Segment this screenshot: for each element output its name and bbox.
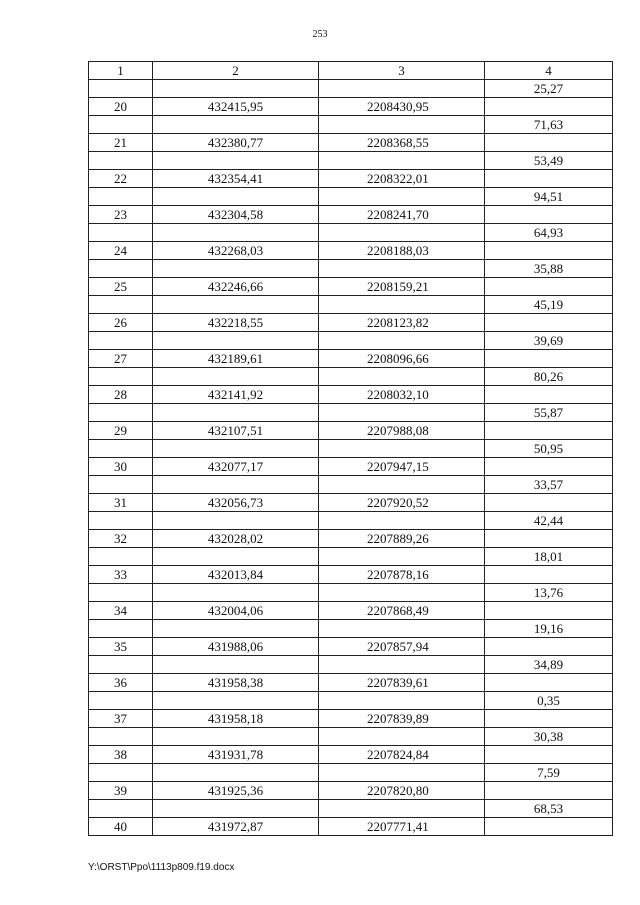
- empty-cell: [485, 782, 613, 800]
- empty-cell: [153, 764, 319, 782]
- empty-cell: [319, 548, 485, 566]
- point-row: [89, 386, 613, 404]
- empty-cell: [89, 116, 153, 134]
- empty-cell: [89, 332, 153, 350]
- empty-cell: [319, 476, 485, 494]
- empty-cell: [153, 188, 319, 206]
- empty-cell: [319, 656, 485, 674]
- empty-cell: [319, 584, 485, 602]
- distance-row: [89, 764, 613, 782]
- empty-cell: [485, 494, 613, 512]
- point-number-cell: 33: [89, 566, 153, 584]
- distance-row: [89, 800, 613, 818]
- distance-cell: 42,44: [485, 512, 613, 530]
- point-row: [89, 98, 613, 116]
- point-row: [89, 782, 613, 800]
- x-coordinate-cell: 432304,58: [153, 206, 319, 224]
- y-coordinate-cell: 2208368,55: [319, 134, 485, 152]
- distance-cell: 68,53: [485, 800, 613, 818]
- empty-cell: [319, 152, 485, 170]
- distance-cell: 64,93: [485, 224, 613, 242]
- distance-cell: 25,27: [485, 80, 613, 98]
- empty-cell: [153, 512, 319, 530]
- point-number-cell: 36: [89, 674, 153, 692]
- x-coordinate-cell: 432028,02: [153, 530, 319, 548]
- empty-cell: [319, 512, 485, 530]
- distance-cell: 0,35: [485, 692, 613, 710]
- y-coordinate-cell: 2207920,52: [319, 494, 485, 512]
- empty-cell: [319, 764, 485, 782]
- distance-row: [89, 512, 613, 530]
- point-row: [89, 206, 613, 224]
- distance-row: [89, 332, 613, 350]
- distance-cell: 18,01: [485, 548, 613, 566]
- empty-cell: [153, 224, 319, 242]
- y-coordinate-cell: 2208123,82: [319, 314, 485, 332]
- distance-cell: 80,26: [485, 368, 613, 386]
- y-coordinate-cell: 2207839,89: [319, 710, 485, 728]
- point-row: [89, 746, 613, 764]
- coordinates-table: [88, 61, 613, 836]
- empty-cell: [319, 368, 485, 386]
- empty-cell: [89, 800, 153, 818]
- point-row: [89, 530, 613, 548]
- table-header-row: [89, 62, 613, 80]
- distance-cell: 39,69: [485, 332, 613, 350]
- distance-cell: 94,51: [485, 188, 613, 206]
- point-row: [89, 710, 613, 728]
- distance-row: [89, 260, 613, 278]
- empty-cell: [485, 566, 613, 584]
- distance-row: [89, 296, 613, 314]
- y-coordinate-cell: 2207988,08: [319, 422, 485, 440]
- distance-row: [89, 188, 613, 206]
- column-header-3: 3: [319, 62, 485, 80]
- distance-cell: 33,57: [485, 476, 613, 494]
- empty-cell: [485, 746, 613, 764]
- empty-cell: [89, 548, 153, 566]
- y-coordinate-cell: 2207878,16: [319, 566, 485, 584]
- distance-row: [89, 620, 613, 638]
- x-coordinate-cell: 431958,18: [153, 710, 319, 728]
- distance-row: [89, 548, 613, 566]
- y-coordinate-cell: 2208159,21: [319, 278, 485, 296]
- empty-cell: [89, 188, 153, 206]
- y-coordinate-cell: 2208430,95: [319, 98, 485, 116]
- x-coordinate-cell: 432077,17: [153, 458, 319, 476]
- x-coordinate-cell: 432189,61: [153, 350, 319, 368]
- distance-cell: 19,16: [485, 620, 613, 638]
- x-coordinate-cell: 432380,77: [153, 134, 319, 152]
- distance-row: [89, 476, 613, 494]
- page-number: 253: [312, 29, 328, 40]
- empty-cell: [485, 530, 613, 548]
- y-coordinate-cell: 2207820,80: [319, 782, 485, 800]
- point-number-cell: 20: [89, 98, 153, 116]
- point-row: [89, 494, 613, 512]
- point-number-cell: 40: [89, 818, 153, 836]
- y-coordinate-cell: 2208322,01: [319, 170, 485, 188]
- empty-cell: [319, 188, 485, 206]
- point-number-cell: 26: [89, 314, 153, 332]
- empty-cell: [319, 80, 485, 98]
- x-coordinate-cell: 432107,51: [153, 422, 319, 440]
- distance-cell: 34,89: [485, 656, 613, 674]
- point-number-cell: 38: [89, 746, 153, 764]
- point-number-cell: 27: [89, 350, 153, 368]
- distance-cell: 55,87: [485, 404, 613, 422]
- empty-cell: [485, 386, 613, 404]
- point-number-cell: 39: [89, 782, 153, 800]
- y-coordinate-cell: 2207771,41: [319, 818, 485, 836]
- distance-row: [89, 584, 613, 602]
- distance-row: [89, 368, 613, 386]
- y-coordinate-cell: 2208032,10: [319, 386, 485, 404]
- distance-cell: 53,49: [485, 152, 613, 170]
- empty-cell: [319, 620, 485, 638]
- empty-cell: [89, 152, 153, 170]
- x-coordinate-cell: 432013,84: [153, 566, 319, 584]
- y-coordinate-cell: 2207889,26: [319, 530, 485, 548]
- empty-cell: [485, 818, 613, 836]
- point-number-cell: 29: [89, 422, 153, 440]
- empty-cell: [319, 116, 485, 134]
- point-row: [89, 818, 613, 836]
- empty-cell: [153, 152, 319, 170]
- distance-cell: 7,59: [485, 764, 613, 782]
- empty-cell: [89, 692, 153, 710]
- empty-cell: [319, 332, 485, 350]
- x-coordinate-cell: 432004,06: [153, 602, 319, 620]
- y-coordinate-cell: 2207868,49: [319, 602, 485, 620]
- distance-row: [89, 116, 613, 134]
- point-number-cell: 23: [89, 206, 153, 224]
- empty-cell: [153, 332, 319, 350]
- empty-cell: [89, 404, 153, 422]
- distance-cell: 30,38: [485, 728, 613, 746]
- empty-cell: [319, 404, 485, 422]
- y-coordinate-cell: 2208096,66: [319, 350, 485, 368]
- point-row: [89, 458, 613, 476]
- point-number-cell: 31: [89, 494, 153, 512]
- point-number-cell: 35: [89, 638, 153, 656]
- column-header-2: 2: [153, 62, 319, 80]
- empty-cell: [89, 620, 153, 638]
- distance-cell: 35,88: [485, 260, 613, 278]
- empty-cell: [319, 440, 485, 458]
- x-coordinate-cell: 431925,36: [153, 782, 319, 800]
- point-row: [89, 278, 613, 296]
- y-coordinate-cell: 2207839,61: [319, 674, 485, 692]
- column-header-4: 4: [485, 62, 613, 80]
- empty-cell: [153, 368, 319, 386]
- point-number-cell: 37: [89, 710, 153, 728]
- empty-cell: [89, 224, 153, 242]
- x-coordinate-cell: 431931,78: [153, 746, 319, 764]
- x-coordinate-cell: 431972,87: [153, 818, 319, 836]
- empty-cell: [485, 638, 613, 656]
- empty-cell: [485, 134, 613, 152]
- empty-cell: [153, 440, 319, 458]
- empty-cell: [319, 728, 485, 746]
- point-row: [89, 134, 613, 152]
- empty-cell: [485, 674, 613, 692]
- distance-row: [89, 692, 613, 710]
- x-coordinate-cell: 432218,55: [153, 314, 319, 332]
- distance-row: [89, 152, 613, 170]
- point-number-cell: 21: [89, 134, 153, 152]
- empty-cell: [89, 656, 153, 674]
- distance-row: [89, 404, 613, 422]
- empty-cell: [153, 620, 319, 638]
- distance-cell: 50,95: [485, 440, 613, 458]
- empty-cell: [89, 512, 153, 530]
- y-coordinate-cell: 2207857,94: [319, 638, 485, 656]
- empty-cell: [153, 296, 319, 314]
- x-coordinate-cell: 432415,95: [153, 98, 319, 116]
- x-coordinate-cell: 432354,41: [153, 170, 319, 188]
- y-coordinate-cell: 2208188,03: [319, 242, 485, 260]
- point-row: [89, 350, 613, 368]
- empty-cell: [153, 404, 319, 422]
- empty-cell: [153, 80, 319, 98]
- x-coordinate-cell: 432268,03: [153, 242, 319, 260]
- point-row: [89, 566, 613, 584]
- x-coordinate-cell: 432141,92: [153, 386, 319, 404]
- distance-row: [89, 656, 613, 674]
- distance-cell: 45,19: [485, 296, 613, 314]
- empty-cell: [319, 692, 485, 710]
- x-coordinate-cell: 431958,38: [153, 674, 319, 692]
- point-row: [89, 314, 613, 332]
- x-coordinate-cell: 432246,66: [153, 278, 319, 296]
- empty-cell: [485, 422, 613, 440]
- point-number-cell: 22: [89, 170, 153, 188]
- empty-cell: [153, 548, 319, 566]
- empty-cell: [485, 206, 613, 224]
- distance-row: [89, 80, 613, 98]
- empty-cell: [485, 242, 613, 260]
- point-number-cell: 25: [89, 278, 153, 296]
- empty-cell: [153, 260, 319, 278]
- empty-cell: [485, 350, 613, 368]
- empty-cell: [89, 440, 153, 458]
- empty-cell: [485, 170, 613, 188]
- empty-cell: [153, 476, 319, 494]
- empty-cell: [319, 224, 485, 242]
- y-coordinate-cell: 2208241,70: [319, 206, 485, 224]
- empty-cell: [485, 278, 613, 296]
- y-coordinate-cell: 2207824,84: [319, 746, 485, 764]
- empty-cell: [89, 368, 153, 386]
- empty-cell: [485, 458, 613, 476]
- empty-cell: [89, 80, 153, 98]
- point-row: [89, 242, 613, 260]
- point-number-cell: 28: [89, 386, 153, 404]
- point-row: [89, 422, 613, 440]
- distance-row: [89, 728, 613, 746]
- empty-cell: [485, 98, 613, 116]
- point-number-cell: 30: [89, 458, 153, 476]
- empty-cell: [153, 116, 319, 134]
- column-header-1: 1: [89, 62, 153, 80]
- distance-row: [89, 440, 613, 458]
- empty-cell: [153, 800, 319, 818]
- point-row: [89, 674, 613, 692]
- empty-cell: [89, 260, 153, 278]
- point-number-cell: 24: [89, 242, 153, 260]
- empty-cell: [319, 800, 485, 818]
- x-coordinate-cell: 431988,06: [153, 638, 319, 656]
- empty-cell: [319, 296, 485, 314]
- empty-cell: [319, 260, 485, 278]
- empty-cell: [153, 584, 319, 602]
- empty-cell: [153, 692, 319, 710]
- distance-row: [89, 224, 613, 242]
- point-number-cell: 34: [89, 602, 153, 620]
- empty-cell: [153, 728, 319, 746]
- point-row: [89, 170, 613, 188]
- empty-cell: [89, 764, 153, 782]
- empty-cell: [89, 296, 153, 314]
- footer-file-path: Y:\ORST\Ppo\1113p809.f19.docx: [88, 862, 235, 873]
- x-coordinate-cell: 432056,73: [153, 494, 319, 512]
- distance-cell: 13,76: [485, 584, 613, 602]
- point-number-cell: 32: [89, 530, 153, 548]
- empty-cell: [485, 602, 613, 620]
- empty-cell: [485, 314, 613, 332]
- point-row: [89, 602, 613, 620]
- empty-cell: [153, 656, 319, 674]
- distance-cell: 71,63: [485, 116, 613, 134]
- point-row: [89, 638, 613, 656]
- empty-cell: [485, 710, 613, 728]
- empty-cell: [89, 584, 153, 602]
- y-coordinate-cell: 2207947,15: [319, 458, 485, 476]
- empty-cell: [89, 476, 153, 494]
- empty-cell: [89, 728, 153, 746]
